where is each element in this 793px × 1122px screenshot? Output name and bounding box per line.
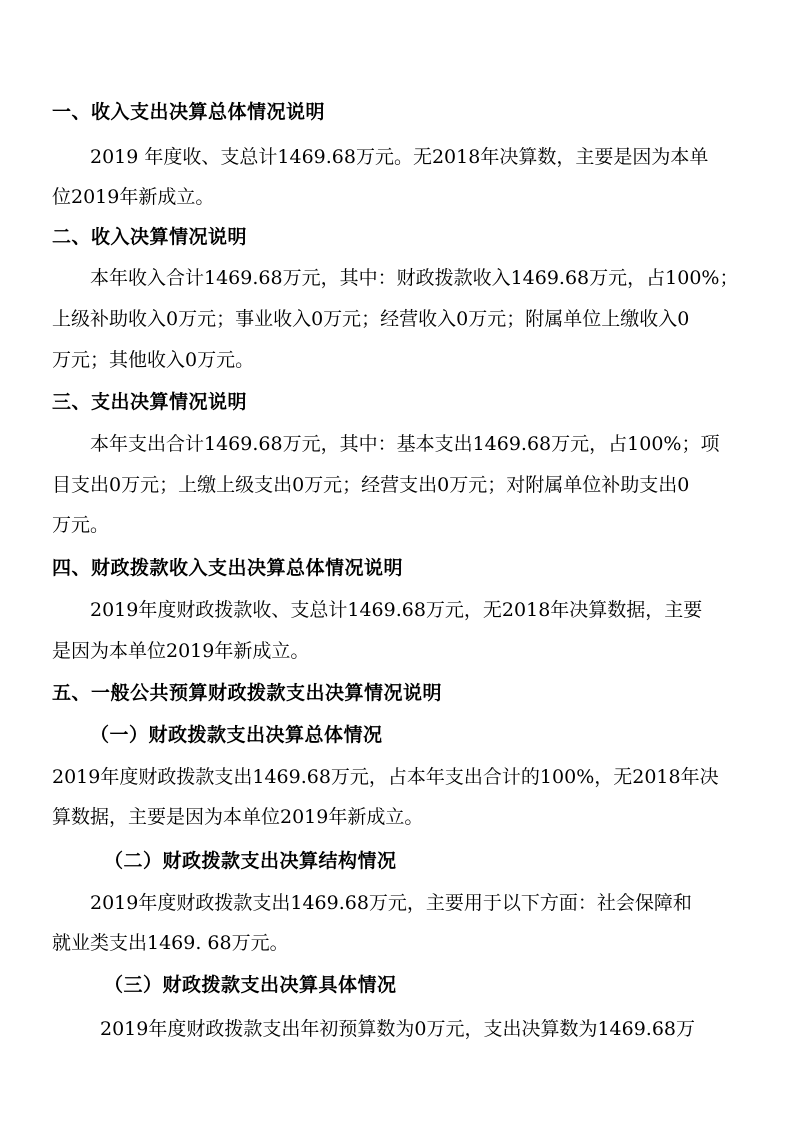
section-heading-1: 一、收入支出决算总体情况说明: [52, 101, 326, 123]
paragraph-line: 2019年度财政拨款支出年初预算数为0万元，支出决算数为1469.68万: [100, 1018, 696, 1040]
paragraph-line: 万元。: [52, 514, 110, 536]
paragraph-line: 上级补助收入0万元；事业收入0万元；经营收入0万元；附属单位上缴收入0: [52, 308, 690, 330]
paragraph-line: 2019年度财政拨款支出1469.68万元，主要用于以下方面：社会保障和: [90, 892, 692, 914]
subsection-heading-2: （二）财政拨款支出决算结构情况: [104, 850, 397, 872]
paragraph-line: 2019 年度收、支总计1469.68万元。无2018年决算数，主要是因为本单: [90, 146, 709, 168]
paragraph-line: 是因为本单位2019年新成立。: [52, 640, 310, 662]
paragraph-line: 位2019年新成立。: [52, 186, 215, 208]
paragraph-line: 2019年度财政拨款收、支总计1469.68万元，无2018年决算数据，主要: [90, 599, 703, 621]
subsection-heading-3: （三）财政拨款支出决算具体情况: [104, 974, 397, 996]
paragraph-line: 目支出0万元；上缴上级支出0万元；经营支出0万元；对附属单位补助支出0: [52, 474, 690, 496]
paragraph-line: 万元；其他收入0万元。: [52, 349, 255, 371]
paragraph-line: 算数据，主要是因为本单位2019年新成立。: [52, 806, 424, 828]
paragraph-line: 本年支出合计1469.68万元，其中：基本支出1469.68万元，占100%；项: [90, 433, 720, 455]
section-heading-3: 三、支出决算情况说明: [52, 391, 248, 413]
section-heading-2: 二、收入决算情况说明: [52, 226, 248, 248]
paragraph-line: 就业类支出1469. 68万元。: [52, 932, 289, 954]
subsection-heading-1: （一）财政拨款支出决算总体情况: [90, 724, 383, 746]
section-heading-4: 四、财政拨款收入支出决算总体情况说明: [52, 557, 404, 579]
paragraph-line: 本年收入合计1469.68万元，其中：财政拨款收入1469.68万元，占100%；: [90, 267, 739, 289]
section-heading-5: 五、一般公共预算财政拨款支出决算情况说明: [52, 682, 443, 704]
paragraph-line: 2019年度财政拨款支出1469.68万元，占本年支出合计的100%，无2018年决: [52, 766, 719, 788]
